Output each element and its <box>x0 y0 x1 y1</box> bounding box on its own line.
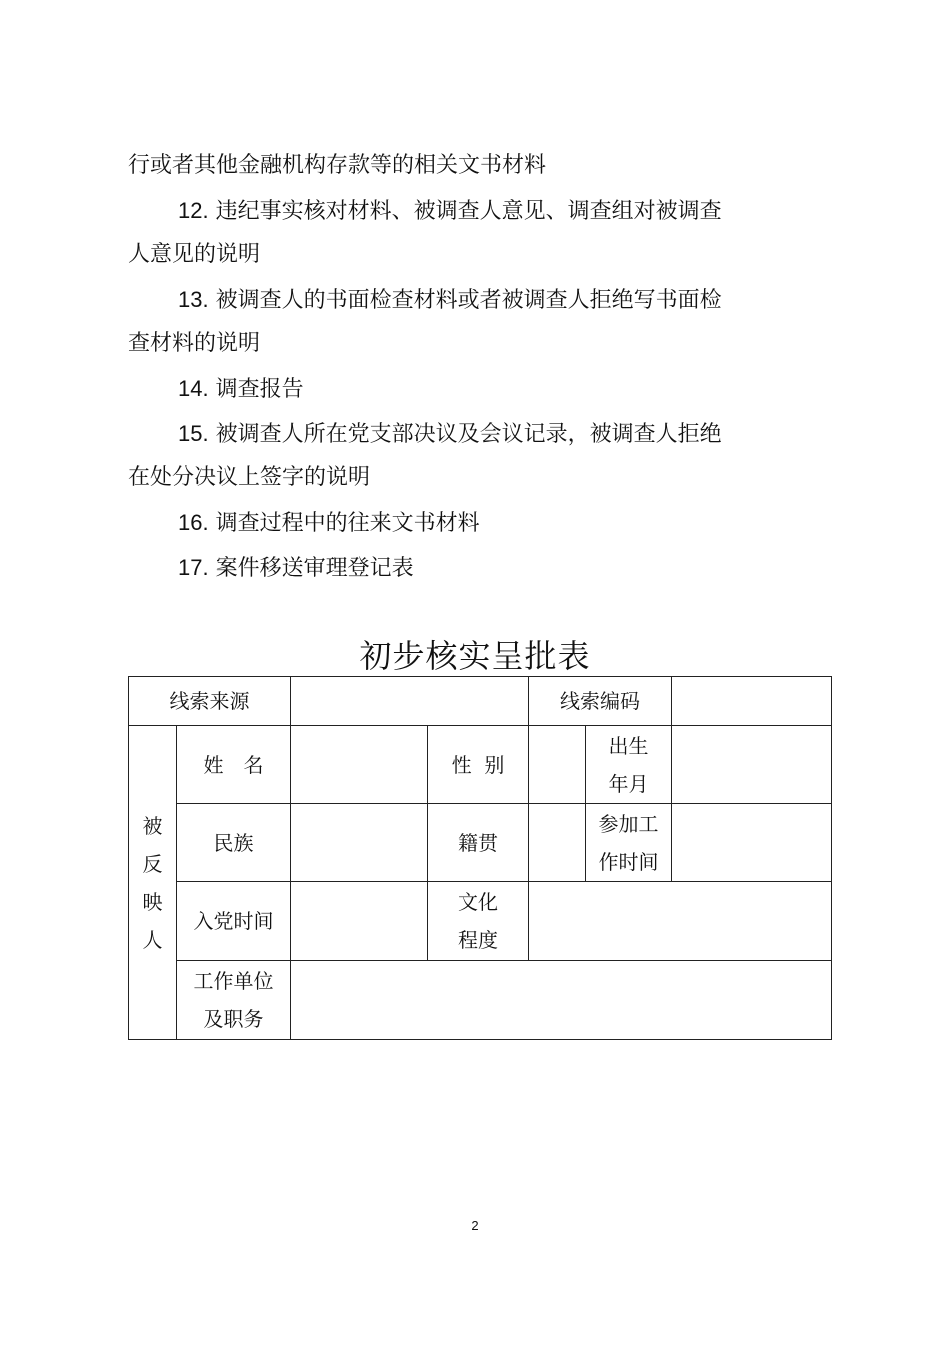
list-item-text: 被调查人所在党支部决议及会议记录，被调查人拒绝 <box>215 422 722 447</box>
list-item-13 <box>128 278 818 323</box>
list-item-12 <box>128 189 818 234</box>
list-item-17 <box>128 546 818 591</box>
name-label: 姓 名 <box>177 726 291 804</box>
education-label-line: 文化 <box>458 890 498 914</box>
clue-code-field[interactable] <box>672 677 832 726</box>
birth-label <box>586 726 672 804</box>
list-item-number: 13. <box>178 287 209 312</box>
education-label <box>428 882 529 961</box>
clue-code-label: 线索编码 <box>529 677 672 726</box>
list-item-text: 调查报告 <box>215 377 304 402</box>
list-item-16 <box>128 501 818 546</box>
clue-source-field[interactable] <box>291 677 529 726</box>
reported-person-label-char: 被 <box>142 813 163 838</box>
birth-field[interactable] <box>672 726 832 804</box>
name-field[interactable] <box>291 726 428 804</box>
work-start-field[interactable] <box>672 804 832 882</box>
workplace-field[interactable] <box>291 961 832 1040</box>
list-item-13-continuation: 查材料的说明 <box>128 331 261 356</box>
list-item-text: 违纪事实核对材料、被调查人意见、调查组对被调查 <box>215 199 722 224</box>
list-item-text: 案件移送审理登记表 <box>215 556 414 581</box>
clue-source-label: 线索来源 <box>129 677 291 726</box>
list-item-number: 16. <box>178 510 209 535</box>
list-item-15 <box>128 412 818 457</box>
native-place-label: 籍贯 <box>428 804 529 882</box>
list-item-text: 被调查人的书面检查材料或者被调查人拒绝写书面检 <box>215 288 722 313</box>
reported-person-label-char: 映 <box>142 889 163 914</box>
ethnicity-field[interactable] <box>291 804 428 882</box>
ethnicity-label: 民族 <box>177 804 291 882</box>
gender-label: 性 别 <box>428 726 529 804</box>
list-item-14 <box>128 367 818 412</box>
list-item-15-continuation: 在处分决议上签字的说明 <box>128 465 371 490</box>
page-number: 2 <box>471 1218 479 1233</box>
birth-label-line: 出生 <box>608 733 649 758</box>
list-item-number: 14. <box>178 376 209 401</box>
list-item-text: 调查过程中的往来文书材料 <box>215 511 480 536</box>
work-start-label-line: 参加工 <box>598 811 659 836</box>
birth-label-line: 年月 <box>608 771 649 796</box>
education-label-line: 程度 <box>458 928 498 952</box>
gender-field[interactable] <box>529 726 586 804</box>
reported-person-label-char: 反 <box>142 851 163 876</box>
workplace-label-line: 工作单位 <box>193 969 274 993</box>
party-join-field[interactable] <box>291 882 428 961</box>
workplace-label-line: 及职务 <box>203 1007 264 1031</box>
list-item-12-continuation: 人意见的说明 <box>128 242 261 267</box>
list-item-number: 15. <box>178 421 209 446</box>
reported-person-label-char: 人 <box>142 927 163 952</box>
approval-form-table <box>128 676 832 1040</box>
native-place-field[interactable] <box>529 804 586 882</box>
party-join-label: 入党时间 <box>177 882 291 961</box>
work-start-label <box>586 804 672 882</box>
reported-person-label <box>129 726 177 1040</box>
form-title: 初步核实呈批表 <box>359 637 591 675</box>
list-continuation: 行或者其他金融机构存款等的相关文书材料 <box>128 153 547 178</box>
education-field[interactable] <box>529 882 832 961</box>
list-item-number: 12. <box>178 198 209 223</box>
work-start-label-line: 作时间 <box>598 849 659 874</box>
workplace-label <box>177 961 291 1040</box>
list-item-number: 17. <box>178 555 209 580</box>
